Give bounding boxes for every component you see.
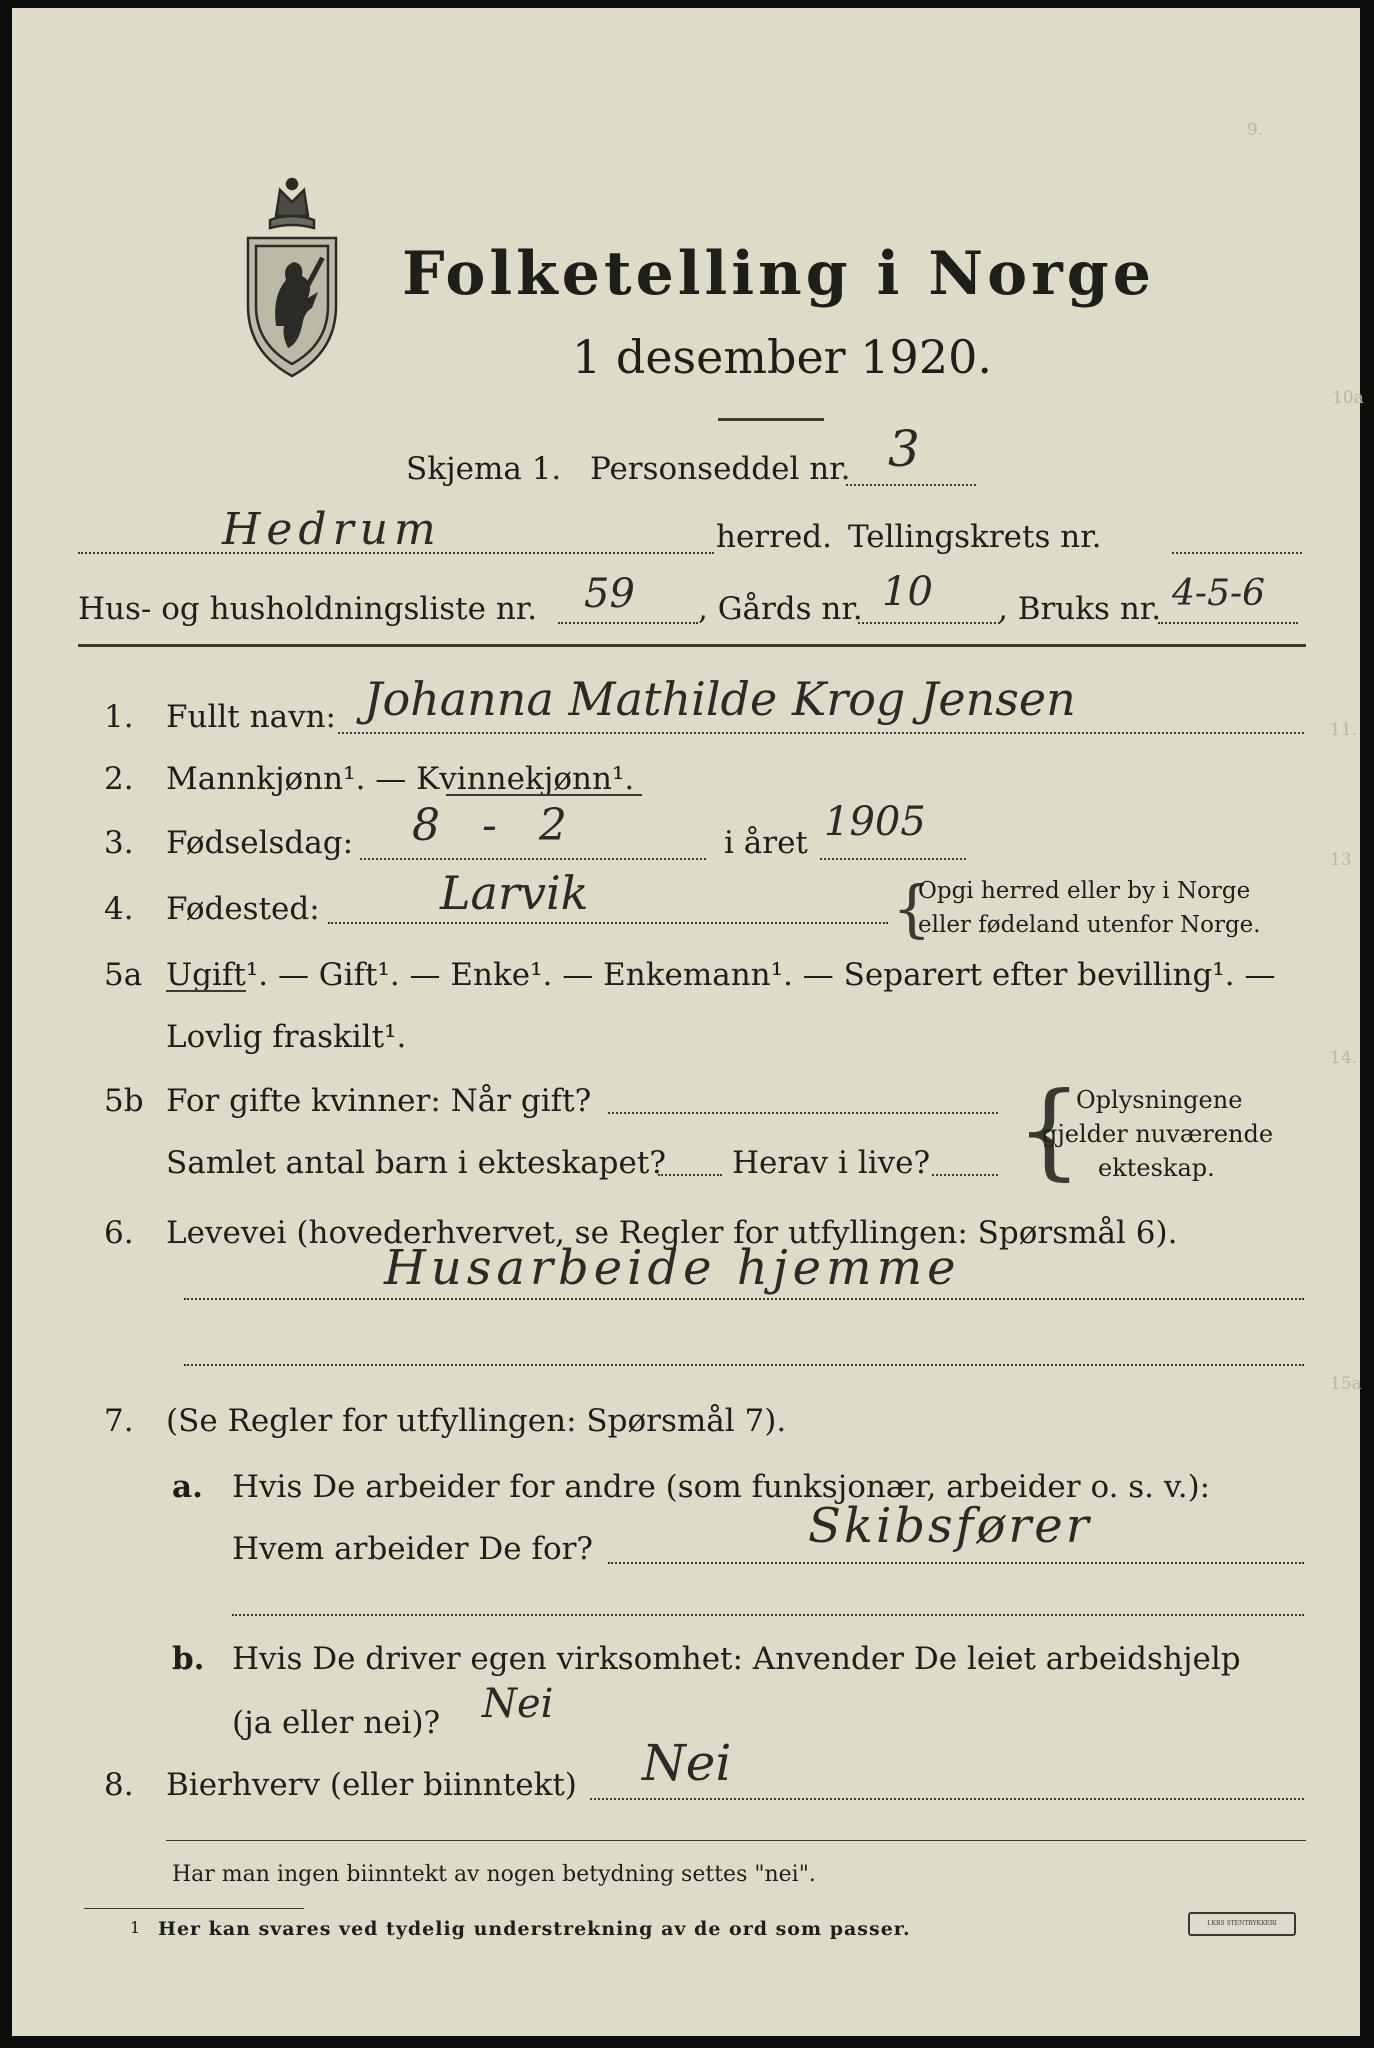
coat-of-arms-icon — [232, 176, 352, 386]
footnote-text: Her kan svares ved tydelig understrekning av de ord som passer. — [158, 1918, 911, 1940]
full-name-value: Johanna Mathilde Krog Jensen — [364, 672, 1076, 726]
employer-label: Hvem arbeider De for? — [232, 1531, 594, 1567]
bleed-through-text: 10a — [1332, 388, 1364, 408]
marriage-note-line1: Oplysningene — [1076, 1086, 1243, 1114]
birthdate-label: Fødselsdag: — [166, 825, 354, 861]
birthplace-note-brace: { — [892, 872, 932, 945]
personseddel-label: Personseddel nr. — [590, 451, 851, 487]
full-name-field-line — [338, 732, 1304, 734]
q4-number: 4. — [104, 891, 134, 927]
tellingskrets-field-line — [1172, 552, 1302, 554]
birthdate-value: 8 - 2 — [412, 800, 581, 851]
tellingskrets-label: Tellingskrets nr. — [848, 519, 1102, 555]
q5b-number: 5b — [104, 1083, 144, 1119]
birthplace-value: Larvik — [440, 866, 589, 920]
herred-label: herred. — [716, 519, 832, 555]
birth-year-label: i året — [724, 825, 808, 861]
children-alive-label: Herav i live? — [732, 1145, 931, 1181]
hus-field-line — [558, 622, 698, 624]
side-income-note: Har man ingen biinntekt av nogen betydning settes "nei". — [172, 1862, 816, 1887]
full-name-label: Fullt navn: — [166, 699, 336, 735]
skjema-label: Skjema 1. — [406, 451, 562, 487]
occupation-value: Husarbeide hjemme — [384, 1240, 961, 1296]
gards-value: 10 — [882, 569, 933, 615]
footnote-divider — [84, 1908, 304, 1909]
printer-stamp-text: I.KRS STENTRYKKERI — [1207, 1920, 1277, 1927]
gards-label: , Gårds nr. — [698, 591, 863, 627]
birthplace-note-line1: Opgi herred eller by i Norge — [918, 878, 1251, 904]
employer-field-line-2 — [232, 1614, 1304, 1616]
occupation-label: Levevei (hovederhvervet, se Regler for utfyllingen: Spørsmål 6). — [166, 1215, 1178, 1251]
sex-options: Mannkjønn¹. — Kvinnekjønn¹. — [166, 761, 635, 797]
children-count-field-line — [658, 1174, 722, 1176]
footer-divider — [166, 1840, 1306, 1841]
side-income-value: Nei — [642, 1734, 732, 1792]
marriage-note-brace: { — [1016, 1069, 1083, 1191]
bleed-through-text: 13 — [1330, 850, 1352, 870]
census-form — [12, 8, 1364, 2036]
employer-value: Skibsfører — [808, 1498, 1092, 1554]
q7-label: (Se Regler for utfyllingen: Spørsmål 7). — [166, 1403, 787, 1439]
q7b-letter: b. — [172, 1641, 205, 1677]
personseddel-field-line — [846, 484, 976, 486]
occupation-field-line — [184, 1298, 1304, 1300]
q7a-letter: a. — [172, 1469, 203, 1505]
birthdate-field-line — [360, 858, 706, 860]
birthplace-field-line — [328, 922, 888, 924]
form-title: Folketelling i Norge — [402, 239, 1155, 309]
section-divider — [78, 644, 1306, 647]
side-income-label: Bierhverv (eller biinntekt) — [166, 1767, 577, 1803]
employed-question: Hvis De arbeider for andre (som funksjonær, arbeider o. s. v.): — [232, 1469, 1211, 1505]
bruks-label: , Bruks nr. — [998, 591, 1162, 627]
side-income-field-line — [590, 1798, 1304, 1800]
q7-number: 7. — [104, 1403, 134, 1439]
sex-selection-underline — [446, 794, 642, 796]
q8-number: 8. — [104, 1767, 134, 1803]
bleed-through-text: 14. — [1330, 1048, 1358, 1068]
hus-label: Hus- og husholdningsliste nr. — [78, 591, 538, 627]
herred-value: Hedrum — [222, 504, 442, 555]
children-alive-field-line — [932, 1174, 998, 1176]
bleed-through-text: 9. — [1247, 120, 1264, 140]
marital-status-options-cont: Lovlig fraskilt¹. — [166, 1019, 407, 1055]
hus-value: 59 — [584, 571, 635, 617]
birth-year-field-line — [820, 858, 966, 860]
q1-number: 1. — [104, 699, 134, 735]
hired-help-value: Nei — [482, 1681, 554, 1727]
hired-help-label: (ja eller nei)? — [232, 1705, 441, 1741]
bleed-through-text: 15a — [1330, 1374, 1362, 1394]
bruks-value: 4-5-6 — [1172, 573, 1266, 614]
footnote-number: 1 — [130, 1918, 141, 1937]
occupation-field-line-2 — [184, 1364, 1304, 1366]
bleed-through-text: 11. — [1330, 720, 1358, 740]
married-date-field-line — [608, 1112, 998, 1114]
title-divider — [718, 418, 824, 421]
bruks-field-line — [1158, 622, 1298, 624]
self-employed-question: Hvis De driver egen virksomhet: Anvender De leiet arbeidshjelp — [232, 1641, 1241, 1677]
gards-field-line — [858, 622, 1000, 624]
marriage-note-line2: gjelder nuværende — [1042, 1120, 1274, 1148]
census-date: 1 desember 1920. — [572, 330, 992, 384]
printer-stamp — [1188, 1912, 1296, 1936]
marital-status-options: Ugift¹. — Gift¹. — Enke¹. — Enkemann¹. — Separert efter bevilling¹. — — [166, 957, 1276, 993]
q2-number: 2. — [104, 761, 134, 797]
employer-field-line — [608, 1562, 1304, 1564]
marital-selection-underline — [166, 990, 246, 992]
q5a-number: 5a — [104, 957, 143, 993]
birthplace-note-line2: eller fødeland utenfor Norge. — [918, 912, 1261, 938]
married-women-label: For gifte kvinner: Når gift? — [166, 1083, 592, 1119]
marriage-note-line3: ekteskap. — [1098, 1154, 1215, 1182]
q6-number: 6. — [104, 1215, 134, 1251]
personseddel-value: 3 — [888, 420, 920, 478]
q3-number: 3. — [104, 825, 134, 861]
birth-year-value: 1905 — [824, 799, 926, 845]
children-count-label: Samlet antal barn i ekteskapet? — [166, 1145, 666, 1181]
birthplace-label: Fødested: — [166, 891, 320, 927]
